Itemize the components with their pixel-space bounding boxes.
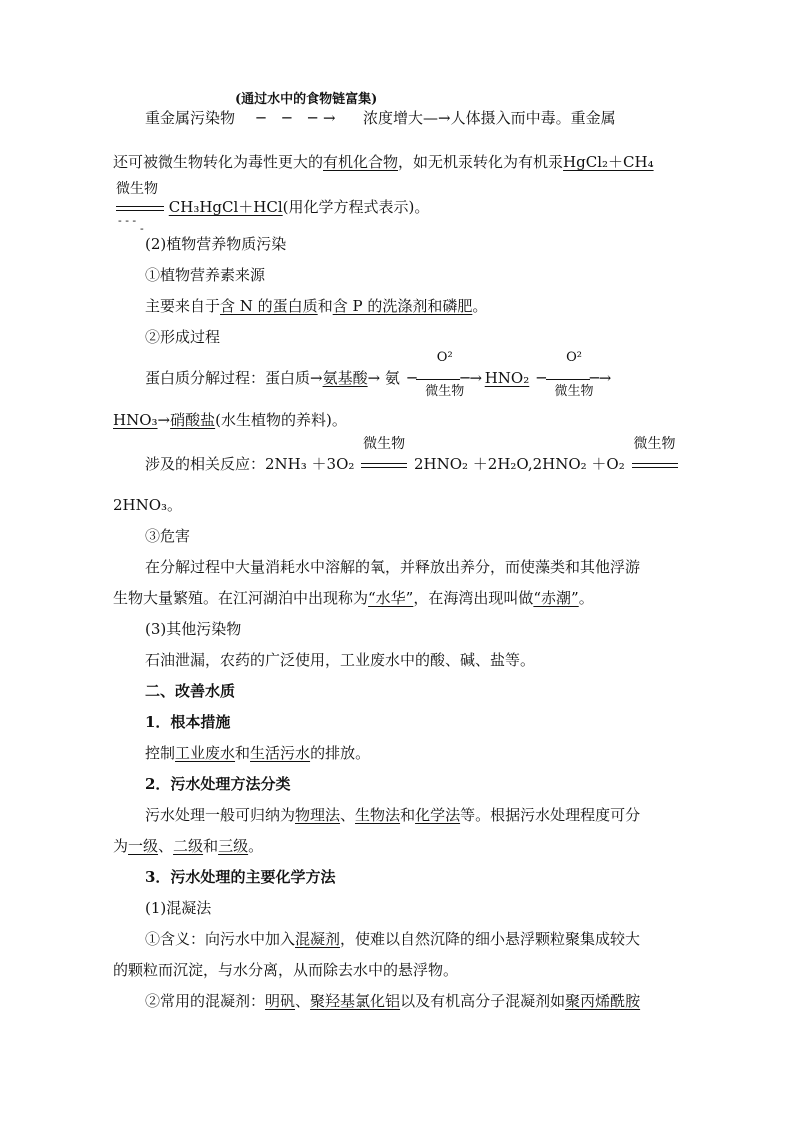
text-line-9 <box>113 409 347 431</box>
text-line-2 <box>113 151 654 173</box>
text-span: 主要来自于 <box>145 297 221 315</box>
underlined-answer: HNO₃ <box>113 411 158 429</box>
text-span: 、 <box>340 806 356 824</box>
text-span: 2HNO₂ ＋2H₂O,2HNO₂ ＋O₂ <box>413 455 625 473</box>
text-span: 1．根本措施 <box>145 713 231 731</box>
text-span: ①植物营养素来源 <box>145 266 266 284</box>
subheading <box>145 233 286 255</box>
text-span: 和 <box>203 837 219 855</box>
underlined-answer: 生物法 <box>355 806 401 824</box>
reaction-arrow <box>235 92 378 129</box>
text-span: (1)混凝法 <box>145 899 212 917</box>
text-span: 控制 <box>145 744 176 762</box>
text-span: 的颗粒而沉淀，与水分离，从而除去水中的悬浮物。 <box>113 961 459 979</box>
text-line-21 <box>145 804 640 826</box>
reaction-arrow: O² ─ ─→ 微生物 <box>534 367 614 389</box>
text-span: ③危害 <box>145 527 191 545</box>
underlined-answer: 二级 <box>173 837 204 855</box>
underlined-answer: 聚羟基氯化铝 <box>310 992 401 1010</box>
text-span: 等。根据污水处理程度可分 <box>460 806 641 824</box>
subheading <box>145 264 265 286</box>
underlined-answer: 含 N 的蛋白质 <box>220 297 318 315</box>
text-span: 。 <box>578 589 594 607</box>
text-span: 石油泄漏，农药的广泛使用，工业废水中的酸、碱、盐等。 <box>145 651 536 669</box>
arrow-label: O² <box>566 350 582 365</box>
text-line-25 <box>145 928 640 950</box>
reaction-arrow: O² ─ ─→ 微生物 <box>405 367 485 389</box>
arrow-label: 微生物 <box>363 436 406 452</box>
text-span: → 氨 <box>367 369 400 387</box>
equal-sign <box>632 463 678 468</box>
text-span: 为 <box>113 837 129 855</box>
section-heading <box>145 711 230 733</box>
text-line-27 <box>145 990 640 1012</box>
text-span: ，使难以自然沉降的细小悬浮颗粒聚集成较大 <box>340 930 641 948</box>
text-span: 生物大量繁殖。在江河湖泊中出现称为 <box>113 589 369 607</box>
text-span: 、 <box>158 837 174 855</box>
text-line-6 <box>145 295 487 317</box>
text-span: 的排放。 <box>310 744 371 762</box>
underlined-answer: 化学法 <box>415 806 461 824</box>
text-span: ，在海湾出现叫做 <box>413 589 534 607</box>
text-span: (3)其他污染物 <box>145 620 242 638</box>
underlined-answer: 生活污水 <box>250 744 311 762</box>
text-line-10 <box>145 436 680 475</box>
text-span: ②常用的混凝剂： <box>145 992 266 1010</box>
text-span: (水生植物的养料)。 <box>215 411 347 429</box>
underlined-answer: 一级 <box>128 837 159 855</box>
reaction-equals <box>359 436 409 475</box>
text-span: ①含义：向污水中加入 <box>145 930 296 948</box>
underlined-answer: “水华” <box>368 589 414 607</box>
text-span: 浓度增大—→人体摄入而中毒。重金属 <box>363 109 616 127</box>
underlined-answer: 硝酸盐 <box>170 411 216 429</box>
text-span: 还可被微生物转化为毒性更大的 <box>113 153 324 171</box>
section-heading <box>145 680 235 702</box>
equal-sign <box>361 463 407 468</box>
text-span: 2HNO₃。 <box>113 496 183 514</box>
arrow-label: 微生物 <box>554 384 594 399</box>
underlined-answer: 有机化合物 <box>323 153 399 171</box>
text-span: 污水处理一般可归纳为 <box>145 806 296 824</box>
underlined-answer: 物理法 <box>295 806 341 824</box>
text-span: ，如无机汞转化为有机汞 <box>398 153 564 171</box>
arrow-line <box>416 379 460 380</box>
underlined-answer: 三级 <box>218 837 249 855</box>
text-line-3 <box>116 196 429 218</box>
text-line-8 <box>145 350 614 399</box>
text-span: 和 <box>235 744 251 762</box>
text-span: 蛋白质分解过程：蛋白质→ <box>145 369 323 387</box>
underlined-answer: 明矾 <box>265 992 296 1010</box>
text-span: 。 <box>472 297 488 315</box>
underlined-answer: CH₃HgCl＋HCl <box>168 198 283 216</box>
underlined-answer: 氨基酸 <box>322 369 368 387</box>
subheading <box>145 618 241 640</box>
text-line-19 <box>145 742 370 764</box>
text-line-11 <box>113 494 182 516</box>
arrow-label: O² <box>436 350 453 365</box>
text-span: 二、改善水质 <box>145 682 236 700</box>
text-span: 。 <box>248 837 264 855</box>
arrow-label: 微生物 <box>633 436 676 452</box>
text-span: 以及有机高分子混凝剂如 <box>400 992 566 1010</box>
underlined-answer: 聚丙烯酰胺 <box>565 992 641 1010</box>
subheading <box>145 326 220 348</box>
dash-mark: - <box>140 222 144 235</box>
text-span: 微生物 <box>116 181 158 197</box>
section-heading <box>145 866 335 888</box>
underlined-answer: HNO₂ <box>484 369 530 387</box>
subheading <box>145 525 190 547</box>
dash-mark: - - - <box>118 214 137 227</box>
arrow-line <box>546 379 590 380</box>
section-heading <box>145 773 290 795</box>
text-span: 重金属污染物 <box>145 109 236 127</box>
text-span: 和 <box>400 806 416 824</box>
text-span: ②形成过程 <box>145 328 221 346</box>
reaction-equals <box>630 436 680 475</box>
text-span: → <box>157 411 171 429</box>
text-line-26 <box>113 959 458 981</box>
underlined-answer: 混凝剂 <box>295 930 341 948</box>
text-span: 在分解过程中大量消耗水中溶解的氧，并释放出养分，而使藻类和其他浮游 <box>145 558 641 576</box>
underlined-answer: HgCl₂＋CH₄ <box>563 153 654 171</box>
arrow-label: 微生物 <box>425 384 465 399</box>
text-span: 2．污水处理方法分类 <box>145 775 291 793</box>
text-span: (2)植物营养物质污染 <box>145 235 287 253</box>
underlined-answer: “赤潮” <box>533 589 579 607</box>
text-line-13 <box>145 556 640 578</box>
text-span: (用化学方程式表示)。 <box>282 198 430 216</box>
text-line-1 <box>145 92 616 129</box>
subheading <box>145 897 211 919</box>
underlined-answer: 工业废水 <box>175 744 236 762</box>
text-line-14 <box>113 587 594 609</box>
text-span: 和 <box>317 297 333 315</box>
arrow-label: (通过水中的食物链富集) <box>235 92 378 107</box>
text-span: 3．污水处理的主要化学方法 <box>145 868 336 886</box>
text-span: 涉及的相关反应：2NH₃ ＋3O₂ <box>145 455 355 473</box>
underlined-answer: 含 P 的洗涤剂和磷肥 <box>332 297 473 315</box>
text-span: 、 <box>295 992 311 1010</box>
text-line-22 <box>113 835 263 857</box>
text-line-16 <box>145 649 535 671</box>
arrow-glyph: ─ ─ ─→ <box>256 109 342 127</box>
